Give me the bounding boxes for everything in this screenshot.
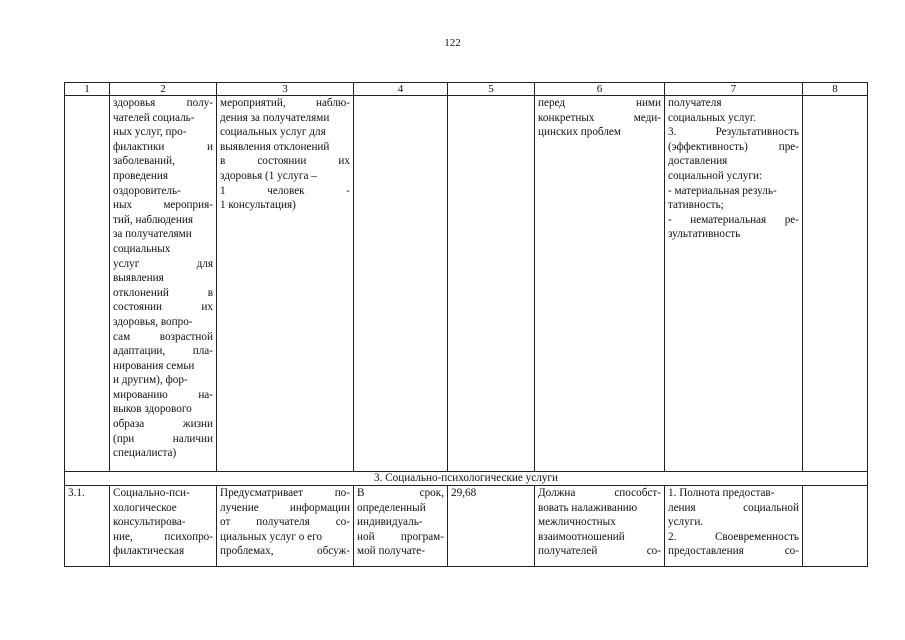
text-line: Предусматривает по- — [220, 487, 350, 499]
cell-service-name — [110, 96, 217, 472]
cell-service-name — [110, 486, 217, 567]
text-line: тий, наблюдения — [113, 213, 193, 226]
text-line: мероприятий, наблю- — [220, 97, 350, 109]
text-line: здоровья полу- — [113, 97, 213, 109]
text-line: выявления — [113, 272, 164, 285]
text-line: проблемах, обсуж- — [220, 545, 350, 558]
text-line: мированию на- — [113, 388, 213, 401]
text-line: от получателя со- — [220, 516, 350, 529]
text-line: дения за получателями — [220, 111, 330, 124]
cell-service-description — [217, 96, 354, 472]
cell-tariff: 29,68 — [448, 486, 535, 567]
text-line: здоровья, вопро- — [113, 315, 193, 328]
text-line: и другим), фор- — [113, 374, 188, 387]
text-line: ных мероприя- — [113, 199, 213, 212]
column-number: 1 — [65, 83, 110, 96]
text-line: социальных — [113, 242, 171, 255]
text-line: предоставления со- — [668, 545, 799, 558]
table-row-3-1 — [65, 486, 868, 567]
text-line: состоянии их — [113, 301, 213, 314]
text-line: проведения — [113, 169, 168, 182]
text-line: перед ними — [538, 97, 661, 109]
text-line: 1 консультация) — [220, 199, 296, 212]
text-line: индивидуаль- — [357, 516, 423, 529]
text-line: филактическая — [113, 545, 185, 558]
text-line: чателей социаль- — [113, 111, 195, 124]
text-line: консультирова- — [113, 516, 186, 529]
cell-other — [803, 96, 868, 472]
text-line: зультативность — [668, 228, 741, 241]
column-number: 3 — [217, 83, 354, 96]
text-line: социальных услуг для — [220, 126, 326, 139]
table-row-continued — [65, 96, 868, 472]
text-line: нирования семьи — [113, 359, 195, 372]
cell-number: 3.1. — [65, 486, 110, 567]
text-line: 3. Результативность — [668, 126, 799, 139]
text-line: взаимоотношений — [538, 530, 625, 543]
section-title: 3. Социально-психологические услуги — [65, 472, 868, 486]
text-line: цинских проблем — [538, 126, 621, 139]
section-heading-row — [65, 472, 868, 486]
text-line: отклонений в — [113, 286, 213, 299]
text-line: получателя — [668, 97, 722, 109]
cell-deadline — [354, 486, 448, 567]
text-line: (при наличии — [113, 432, 213, 445]
text-line: получателей со- — [538, 545, 661, 558]
column-number-row — [65, 83, 868, 96]
text-line: Социально-пси- — [113, 487, 190, 499]
text-line: лучение информации — [220, 501, 350, 514]
text-line: здоровья (1 услуга – — [220, 169, 317, 182]
text-line: доставления — [668, 155, 728, 168]
column-number: 5 — [448, 83, 535, 96]
text-line: ных услуг, про- — [113, 126, 187, 139]
text-line: мой получате- — [357, 545, 425, 558]
cell-service-description — [217, 486, 354, 567]
text-line: 2. Своевременность — [668, 530, 799, 543]
text-line: образа жизни — [113, 418, 213, 431]
column-number: 6 — [535, 83, 665, 96]
column-number: 4 — [354, 83, 448, 96]
text-line: определенный — [357, 501, 426, 514]
cell-tariff — [448, 96, 535, 472]
text-line: специалиста) — [113, 447, 177, 460]
text-line: хологическое — [113, 501, 177, 514]
cell-quality-indicators — [665, 96, 803, 472]
column-number: 2 — [110, 83, 217, 96]
text-line: - нематериальная ре- — [668, 213, 799, 226]
text-line: Должна способст- — [538, 487, 661, 499]
cell-conditions — [535, 96, 665, 472]
text-line: услуги. — [668, 516, 704, 529]
text-line: межличностных — [538, 516, 616, 529]
text-line: услуг для — [113, 257, 213, 270]
text-line: конкретных меди- — [538, 111, 661, 124]
cell-deadline — [354, 96, 448, 472]
text-line: вовать налаживанию — [538, 501, 638, 514]
text-line: оздоровитель- — [113, 184, 181, 197]
text-line: сам возрастной — [113, 330, 213, 343]
services-table — [64, 82, 868, 567]
text-line: ной програм- — [357, 530, 444, 543]
text-line: за получателями — [113, 228, 192, 241]
text-line: циальных услуг о его — [220, 530, 322, 543]
text-line: В срок, — [357, 487, 444, 499]
text-line: ления социальной — [668, 501, 799, 514]
text-line: выявления отклонений — [220, 140, 330, 153]
column-number: 7 — [665, 83, 803, 96]
page-number: 122 — [444, 37, 461, 49]
text-line: социальной услуги: — [668, 169, 763, 182]
text-line: 1. Полнота предостав- — [668, 487, 775, 499]
cell-quality-indicators — [665, 486, 803, 567]
text-line: в состоянии их — [220, 155, 350, 168]
cell-number — [65, 96, 110, 472]
text-line: - материальная резуль- — [668, 184, 777, 197]
text-line: социальных услуг. — [668, 111, 757, 124]
text-line: тативность; — [668, 199, 724, 212]
text-line: выков здорового — [113, 403, 192, 416]
text-line: заболеваний, — [113, 155, 175, 168]
text-line: 1 человек - — [220, 184, 350, 197]
cell-conditions — [535, 486, 665, 567]
text-line: ние, психопро- — [113, 530, 213, 543]
text-line: филактики и — [113, 140, 213, 153]
cell-other — [803, 486, 868, 567]
column-number: 8 — [803, 83, 868, 96]
text-line: адаптации, пла- — [113, 345, 213, 358]
text-line: (эффективность) пре- — [668, 140, 799, 153]
